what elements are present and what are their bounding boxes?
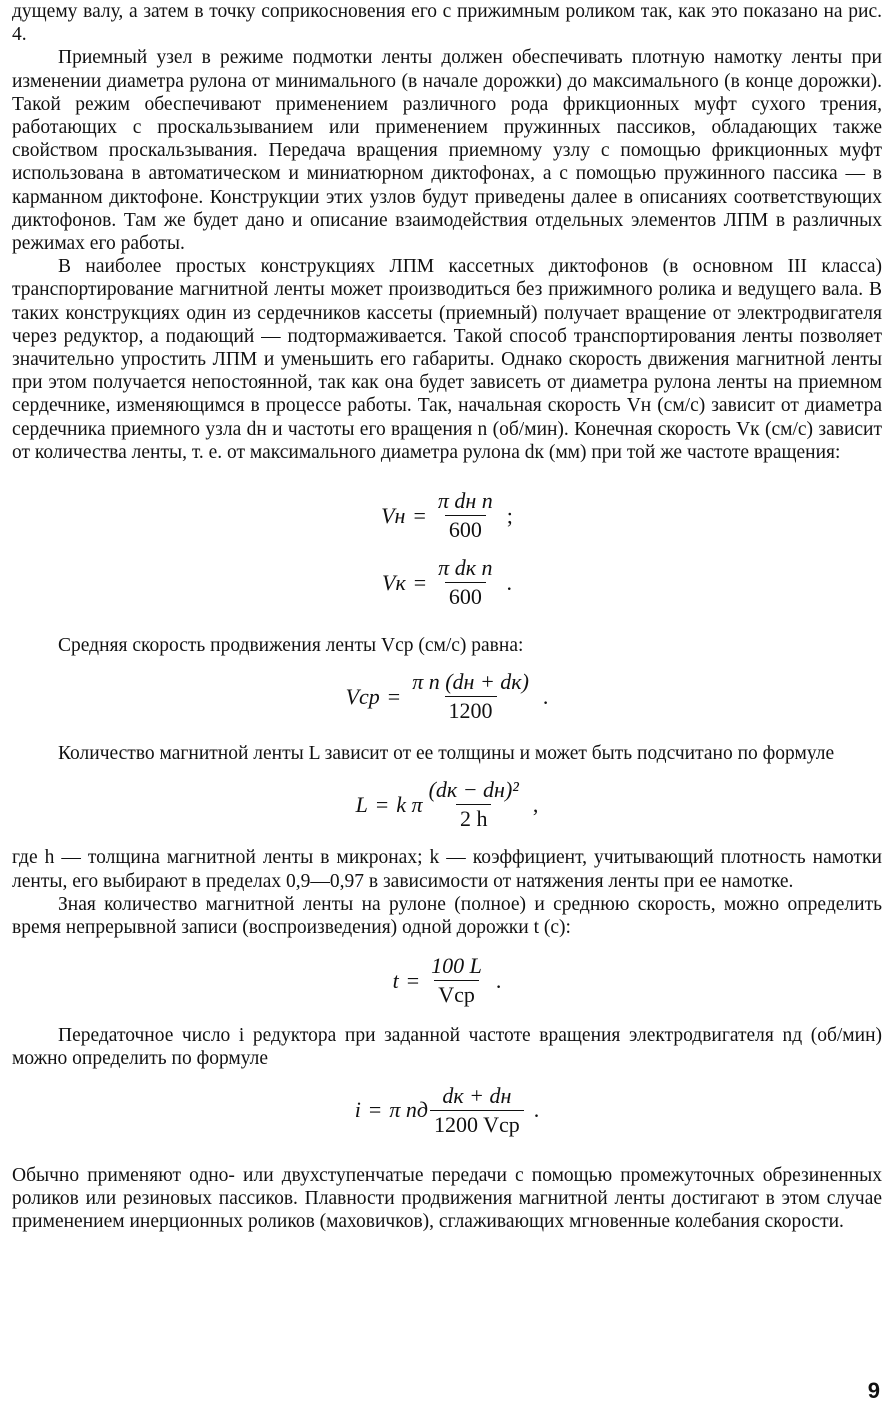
formula-v-avg-denominator: 1200 (445, 696, 497, 722)
paragraph-recording-time: Зная количество магнитной ленты на рулоне (полное) и среднюю скорость, можно определить время непрерывной записи (воспроизведения) одной дорожки t (с): (12, 893, 882, 939)
paragraph-average-speed: Средняя скорость продвижения ленты Vср (см/с) равна: (58, 635, 524, 657)
formula-length-prefix: k π (396, 791, 423, 817)
formula-time-lhs: t (392, 967, 399, 993)
formula-v-start-punct: ; (506, 502, 513, 528)
formula-v-start: Vн = $\frac{\text{π dн n}}{600}$ ; (381, 488, 513, 543)
formula-ratio-lhs: i (354, 1097, 361, 1123)
formula-ratio-numerator: dк + dн (442, 1082, 512, 1108)
formula-length-lhs: L (355, 791, 368, 817)
formula-v-avg-numerator: π n (dн + dк) (412, 669, 529, 695)
formula-v-end-numerator: π dк n (438, 555, 493, 581)
formula-ratio: i = π nд $\frac{dк + dн}{\text{1200 Vср}}$ . (354, 1082, 540, 1137)
paragraph-where-definitions: где h — толщина магнитной ленты в микронах; k — коэффициент, учитывающий плотность намотки ленты, его выбирают в пределах 0,9—0,97 в зависимости от натяжения ленты при ее намотке. (12, 847, 882, 892)
formula-length-denominator: 2 h (456, 804, 492, 830)
paragraph-transmissions: Обычно применяют одно- или двухступенчатые передачи с помощью промежуточных обрезиненных роликов или резиновых пассиков. Плавности продвижения магнитной ленты достигают в этом случае применением инерционных роликов (маховичков), сглаживающих мгновенные колебания скорости. (12, 1164, 882, 1233)
formula-v-end-lhs: Vк (382, 569, 406, 595)
formula-length: L = k π $\frac{\text{(dк − dн)²}}{2 h}$ , (355, 777, 539, 832)
formula-v-end: Vк = $\frac{\text{π dк n}}{600}$ . (382, 555, 512, 610)
paragraph-simple-designs: В наиболее простых конструкциях ЛПМ кассетных диктофонов (в основном III класса) транспортирование магнитной ленты может производиться без прижимного ролика и ведущего вала. В таких конструкциях один из сердечников кассеты (приемный) получает вращение от электродвигателя через редуктор, а подающий — подтормаживается. Такой способ транспортирования ленты позволяет значительно упростить ЛПМ и уменьшить его габариты. Однако скорость движения магнитной ленты при этом получается непостоянной, так как она будет зависеть от диаметра рулона ленты на приемном сердечнике, изменяющимся в процессе работы. Так, начальная скорость Vн (см/с) зависит от диаметра сердечника приемного узла dн и частоты его вращения n (об/мин). Конечная скорость Vк (см/с) зависит от количества ленты, т. е. от максимального диаметра рулона dк (мм) при той же частоте вращения: (12, 256, 882, 463)
formula-v-start-denominator: 600 (445, 515, 486, 541)
formula-v-avg-lhs: Vср (345, 683, 380, 709)
formula-length-punct: , (532, 791, 539, 817)
formula-v-start-numerator: π dн n (437, 488, 493, 514)
formula-v-start-lhs: Vн (381, 502, 406, 528)
formula-length-numerator: (dк − dн)² (428, 777, 519, 803)
formula-v-avg: Vср = $\frac{\text{π n (dн + dк)}}{1200}$ . (345, 669, 549, 724)
formula-time-punct: . (495, 967, 502, 993)
formula-time-denominator: Vср (434, 980, 479, 1006)
formula-time-numerator: 100 L (431, 953, 482, 979)
paragraph-receiving-unit: Приемный узел в режиме подмотки ленты должен обеспечивать плотную намотку ленты при изменении диаметра рулона от минимального (в начале дорожки) до максимального (в конце дорожки). Такой режим обеспечивают применением различного рода фрикционных муфт сухого трения, работающих с проскальзыванием или применением пружинных пассиков, обладающих также свойством проскальзывания. Передача вращения приемному узлу с помощью фрикционных муфт использована в автоматическом и миниатюрном диктофонах, а с помощью пружинного пассика — в карманном диктофоне. Конструкции этих узлов будут приведены далее в описаниях соответствующих диктофонов. Там же будет дано и описание взаимодействия отдельных элементов ЛПМ в различных режимах его работы. (12, 47, 882, 255)
page-number: 9 (867, 1377, 880, 1403)
formula-v-avg-punct: . (542, 683, 549, 709)
formula-ratio-denominator: 1200 Vср (430, 1110, 524, 1136)
formula-v-end-punct: . (506, 569, 512, 595)
formula-ratio-prefix: π nд (389, 1097, 428, 1123)
formula-v-end-denominator: 600 (445, 582, 486, 608)
paragraph-continuation: дущему валу, а затем в точку соприкосновения его с прижимным роликом так, как это показано на рис. 4. (12, 1, 882, 46)
formula-ratio-punct: . (533, 1097, 540, 1123)
paragraph-gear-ratio: Передаточное число i редуктора при заданной частоте вращения электродвигателя nд (об/мин) можно определить по формуле (12, 1025, 882, 1070)
paragraph-tape-length: Количество магнитной ленты L зависит от ее толщины и может быть подсчитано по формуле (58, 743, 835, 765)
formula-time: t = $\frac{100 L}{\text{Vср}}$ . (392, 953, 502, 1008)
